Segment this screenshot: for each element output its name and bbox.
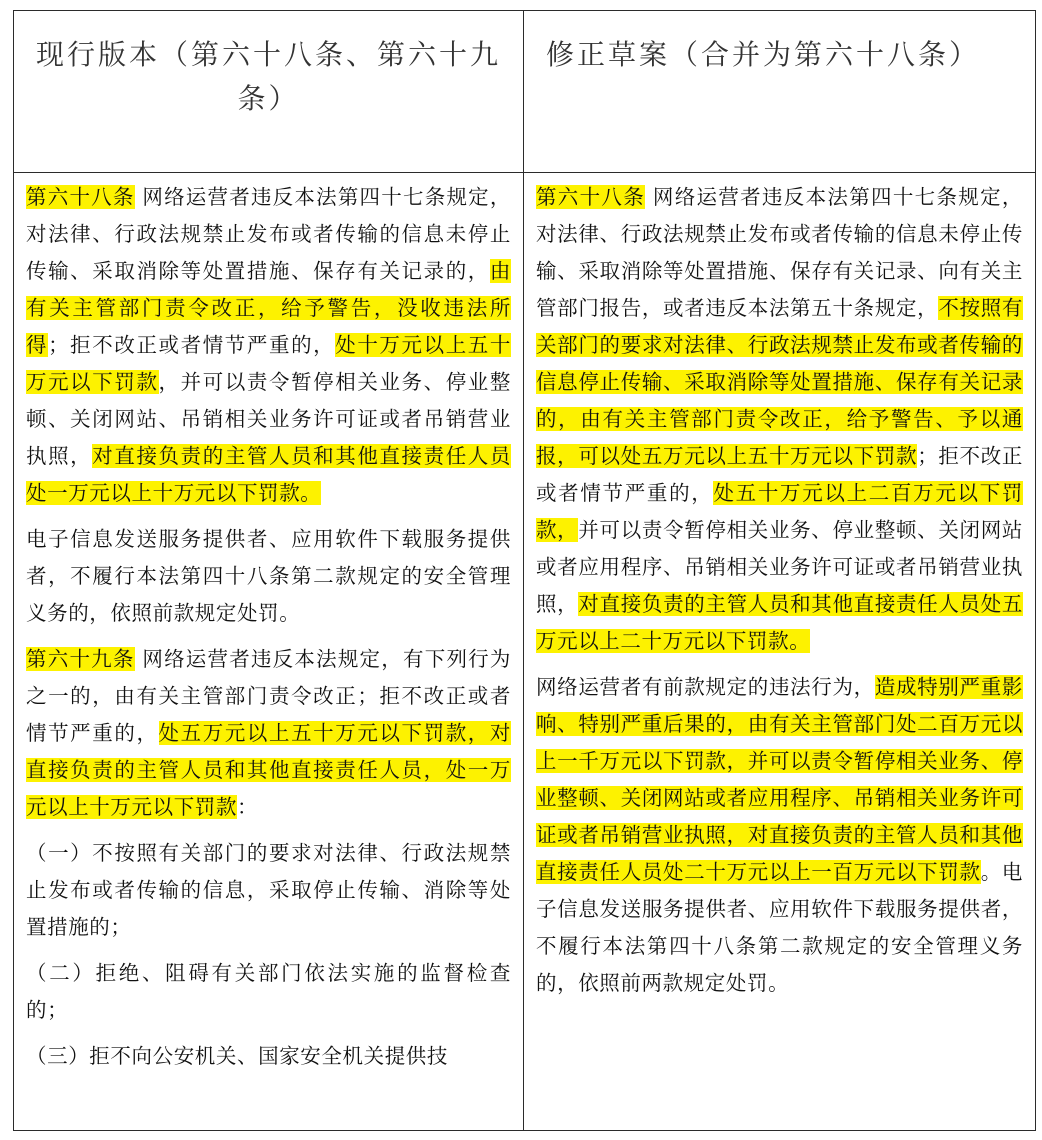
current-paragraph bbox=[26, 1038, 511, 1075]
highlighted-text: 处十万元以上五十万元以下罚款 bbox=[26, 333, 511, 394]
highlighted-text: 处五十万元以上二百万元以下罚款， bbox=[536, 481, 1023, 542]
comparison-table bbox=[13, 10, 1036, 1131]
header-draft-version: 修正草案（合并为第六十八条） bbox=[524, 11, 1036, 173]
current-paragraph bbox=[26, 641, 511, 826]
draft-paragraph bbox=[536, 179, 1023, 660]
body-text: ： bbox=[237, 795, 259, 819]
header-current-version: 现行版本（第六十八条、第六十九条） bbox=[14, 11, 524, 173]
highlighted-text: 对直接负责的主管人员和其他直接责任人员处一万元以上十万元以下罚款。 bbox=[26, 444, 511, 505]
body-text: 网络运营者违反本法规定，有下列行为之一的，由有关主管部门责令改正；拒不改正或者情节严重的， bbox=[26, 647, 511, 745]
highlighted-text: 造成特别严重影响、特别严重后果的，由有关主管部门处二百万元以上一千万元以下罚款，并可以责令暂停相关业务、停业整顿、关闭网站或者应用程序、吊销相关业务许可证或者吊销营业执照，对直接负责的主管人员和其他直接责任人员处二十万元以上一百万元以下罚款 bbox=[536, 675, 1023, 884]
highlighted-text: 对直接负责的主管人员和其他直接责任人员处五万元以上二十万元以下罚款。 bbox=[536, 592, 1023, 653]
body-text: （三）拒不向公安机关、国家安全机关提供技 bbox=[26, 1044, 448, 1068]
header-row bbox=[14, 11, 1036, 173]
body-text: （二）拒绝、阻碍有关部门依法实施的监督检查的； bbox=[26, 961, 511, 1022]
highlighted-text: 不按照有关部门的要求对法律、行政法规禁止发布或者传输的信息停止传输、采取消除等处置措施、保存有关记录的，由有关主管部门责令改正，给予警告、予以通报，可以处五万元以上五十万元以下罚款 bbox=[536, 296, 1023, 468]
highlighted-text: 处五万元以上五十万元以下罚款，对直接负责的主管人员和其他直接责任人员，处一万元以上十万元以下罚款 bbox=[26, 721, 511, 819]
current-paragraph bbox=[26, 179, 511, 512]
body-text: 网络运营者有前款规定的违法行为， bbox=[536, 675, 875, 699]
body-text: ；拒不改正或者情节严重的， bbox=[536, 444, 1023, 505]
body-text: 并可以责令暂停相关业务、停业整顿、关闭网站或者应用程序、吊销相关业务许可证或者吊销营业执照， bbox=[536, 518, 1023, 616]
body-text: 网络运营者违反本法第四十七条规定，对法律、行政法规禁止发布或者传输的信息未停止传输、采取消除等处置措施、保存有关记录、向有关主管部门报告，或者违反本法第五十条规定， bbox=[536, 185, 1023, 320]
current-paragraph bbox=[26, 521, 511, 632]
highlighted-text: 第六十八条 bbox=[536, 185, 646, 209]
body-text: 电子信息发送服务提供者、应用软件下载服务提供者，不履行本法第四十八条第二款规定的安全管理义务的，依照前款规定处罚。 bbox=[26, 527, 511, 625]
highlighted-text: 由有关主管部门责令改正，给予警告，没收违法所得 bbox=[26, 259, 511, 357]
body-text: ；拒不改正或者情节严重的， bbox=[48, 333, 336, 357]
content-row bbox=[14, 173, 1036, 1131]
body-text: ，并可以责令暂停相关业务、停业整顿、关闭网站、吊销相关业务许可证或者吊销营业执照， bbox=[26, 370, 511, 468]
current-paragraph bbox=[26, 835, 511, 946]
current-version-column bbox=[14, 173, 524, 1131]
current-paragraph bbox=[26, 955, 511, 1029]
draft-paragraph bbox=[536, 669, 1023, 1002]
highlighted-text: 第六十九条 bbox=[26, 647, 135, 671]
body-text: 网络运营者违反本法第四十七条规定，对法律、行政法规禁止发布或者传输的信息未停止传输、采取消除等处置措施、保存有关记录的， bbox=[26, 185, 511, 283]
body-text: （一）不按照有关部门的要求对法律、行政法规禁止发布或者传输的信息，采取停止传输、消除等处置措施的； bbox=[26, 841, 511, 939]
body-text: 。电子信息发送服务提供者、应用软件下载服务提供者，不履行本法第四十八条第二款规定的安全管理义务的，依照前两款规定处罚。 bbox=[536, 860, 1023, 995]
draft-version-column bbox=[524, 173, 1036, 1131]
highlighted-text: 第六十八条 bbox=[26, 185, 135, 209]
